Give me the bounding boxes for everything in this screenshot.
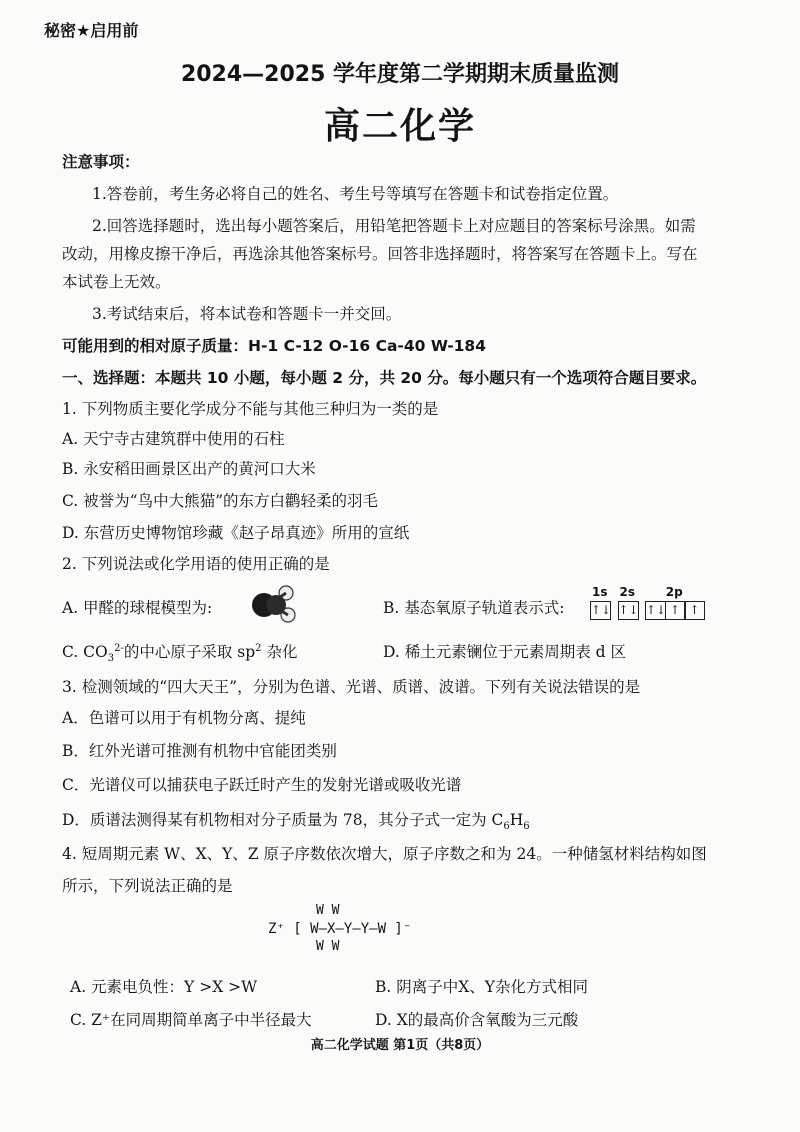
notice-item-2a: 2.回答选择题时，选出每小题答案后，用铅笔把答题卡上对应题目的答案标号涂黑。如需 [92, 217, 696, 235]
orbital-2p: 2p ↑↓ ↑ ↑ [645, 585, 704, 620]
notice-item-3: 3.考试结束后，将本试卷和答题卡一并交回。 [92, 305, 402, 323]
q4-option-a: A. 元素电负性：Y >X >W [70, 978, 258, 996]
q2-option-a: A. 甲醛的球棍模型为: [62, 599, 213, 617]
confidential-label: 秘密★启用前 [44, 21, 139, 40]
q2-option-d: D. 稀土元素镧位于元素周期表 d 区 [383, 643, 627, 661]
atomic-masses: 可能用到的相对原子质量：H-1 C-12 O-16 Ca-40 W-184 [62, 337, 487, 355]
notice-heading: 注意事项： [62, 153, 140, 171]
q4-option-c: C. Z⁺在同周期简单离子中半径最大 [70, 1011, 312, 1029]
notice-item-2b: 改动，用橡皮擦干净后，再选涂其他答案标号。回答非选择题时，将答案写在答题卡上。写在 [62, 245, 698, 263]
q1-option-a: A. 天宁寺古建筑群中使用的石柱 [62, 430, 285, 448]
q1-option-b: B. 永安稻田画景区出产的黄河口大米 [62, 460, 316, 478]
q3-option-d: D．质谱法测得某有机物相对分子质量为 78，其分子式一定为 $C_6H_6$ [62, 811, 530, 833]
notice-item-2c: 本试卷上无效。 [62, 273, 171, 291]
orbital-2s: 2s ↑↓ [618, 585, 638, 620]
hydrogen-storage-structure: W W Z⁺ [ W–X–Y–Y–W ]⁻ W W [268, 903, 412, 954]
oxygen-orbital-diagram [590, 585, 704, 620]
q3-stem: 3. 检测领域的“四大天王”，分别为色谱、光谱、质谱、波谱。下列有关说法错误的是 [62, 678, 641, 696]
q4-stem-2: 所示，下列说法正确的是 [62, 877, 233, 895]
q2-option-c: C. $CO_3^{2-}$的中心原子采取 $sp^2$ 杂化 [62, 642, 298, 665]
q3-option-c: C．光谱仪可以捕获电子跃迁时产生的发射光谱或吸收光谱 [62, 776, 462, 794]
q4-stem-1: 4. 短周期元素 W、X、Y、Z 原子序数依次增大，原子序数之和为 24。一种储氢材料结构如图 [62, 845, 707, 863]
notice-item-1: 1.答卷前，考生务必将自己的姓名、考生号等填写在答题卡和试卷指定位置。 [92, 185, 619, 203]
formaldehyde-ball-stick-model [248, 583, 304, 627]
q2-option-b: B. 基态氧原子轨道表示式: [383, 599, 565, 617]
orbital-1s: 1s ↑↓ [590, 585, 610, 620]
section-1-heading: 一、选择题：本题共 10 小题，每小题 2 分，共 20 分。每小题只有一个选项符合题目要求。 [62, 369, 707, 387]
q3-option-b: B．红外光谱可推测有机物中官能团类别 [62, 742, 337, 760]
q1-option-d: D. 东营历史博物馆珍藏《赵子昂真迹》所用的宣纸 [62, 524, 410, 542]
q1-option-c: C. 被誉为“鸟中大熊猫”的东方白鹳轻柔的羽毛 [62, 492, 379, 510]
q1-stem: 1. 下列物质主要化学成分不能与其他三种归为一类的是 [62, 400, 439, 418]
q4-option-d: D. X的最高价含氧酸为三元酸 [375, 1011, 579, 1029]
exam-title: 2024—2025 学年度第二学期期末质量监测 [180, 62, 620, 87]
q2-stem: 2. 下列说法或化学用语的使用正确的是 [62, 555, 330, 573]
q3-option-a: A．色谱可以用于有机物分离、提纯 [62, 709, 306, 727]
subject-title: 高二化学 [323, 106, 476, 147]
q4-option-b: B. 阴离子中X、Y杂化方式相同 [375, 978, 589, 996]
page-footer: 高二化学试题 第1页（共8页） [310, 1038, 490, 1053]
